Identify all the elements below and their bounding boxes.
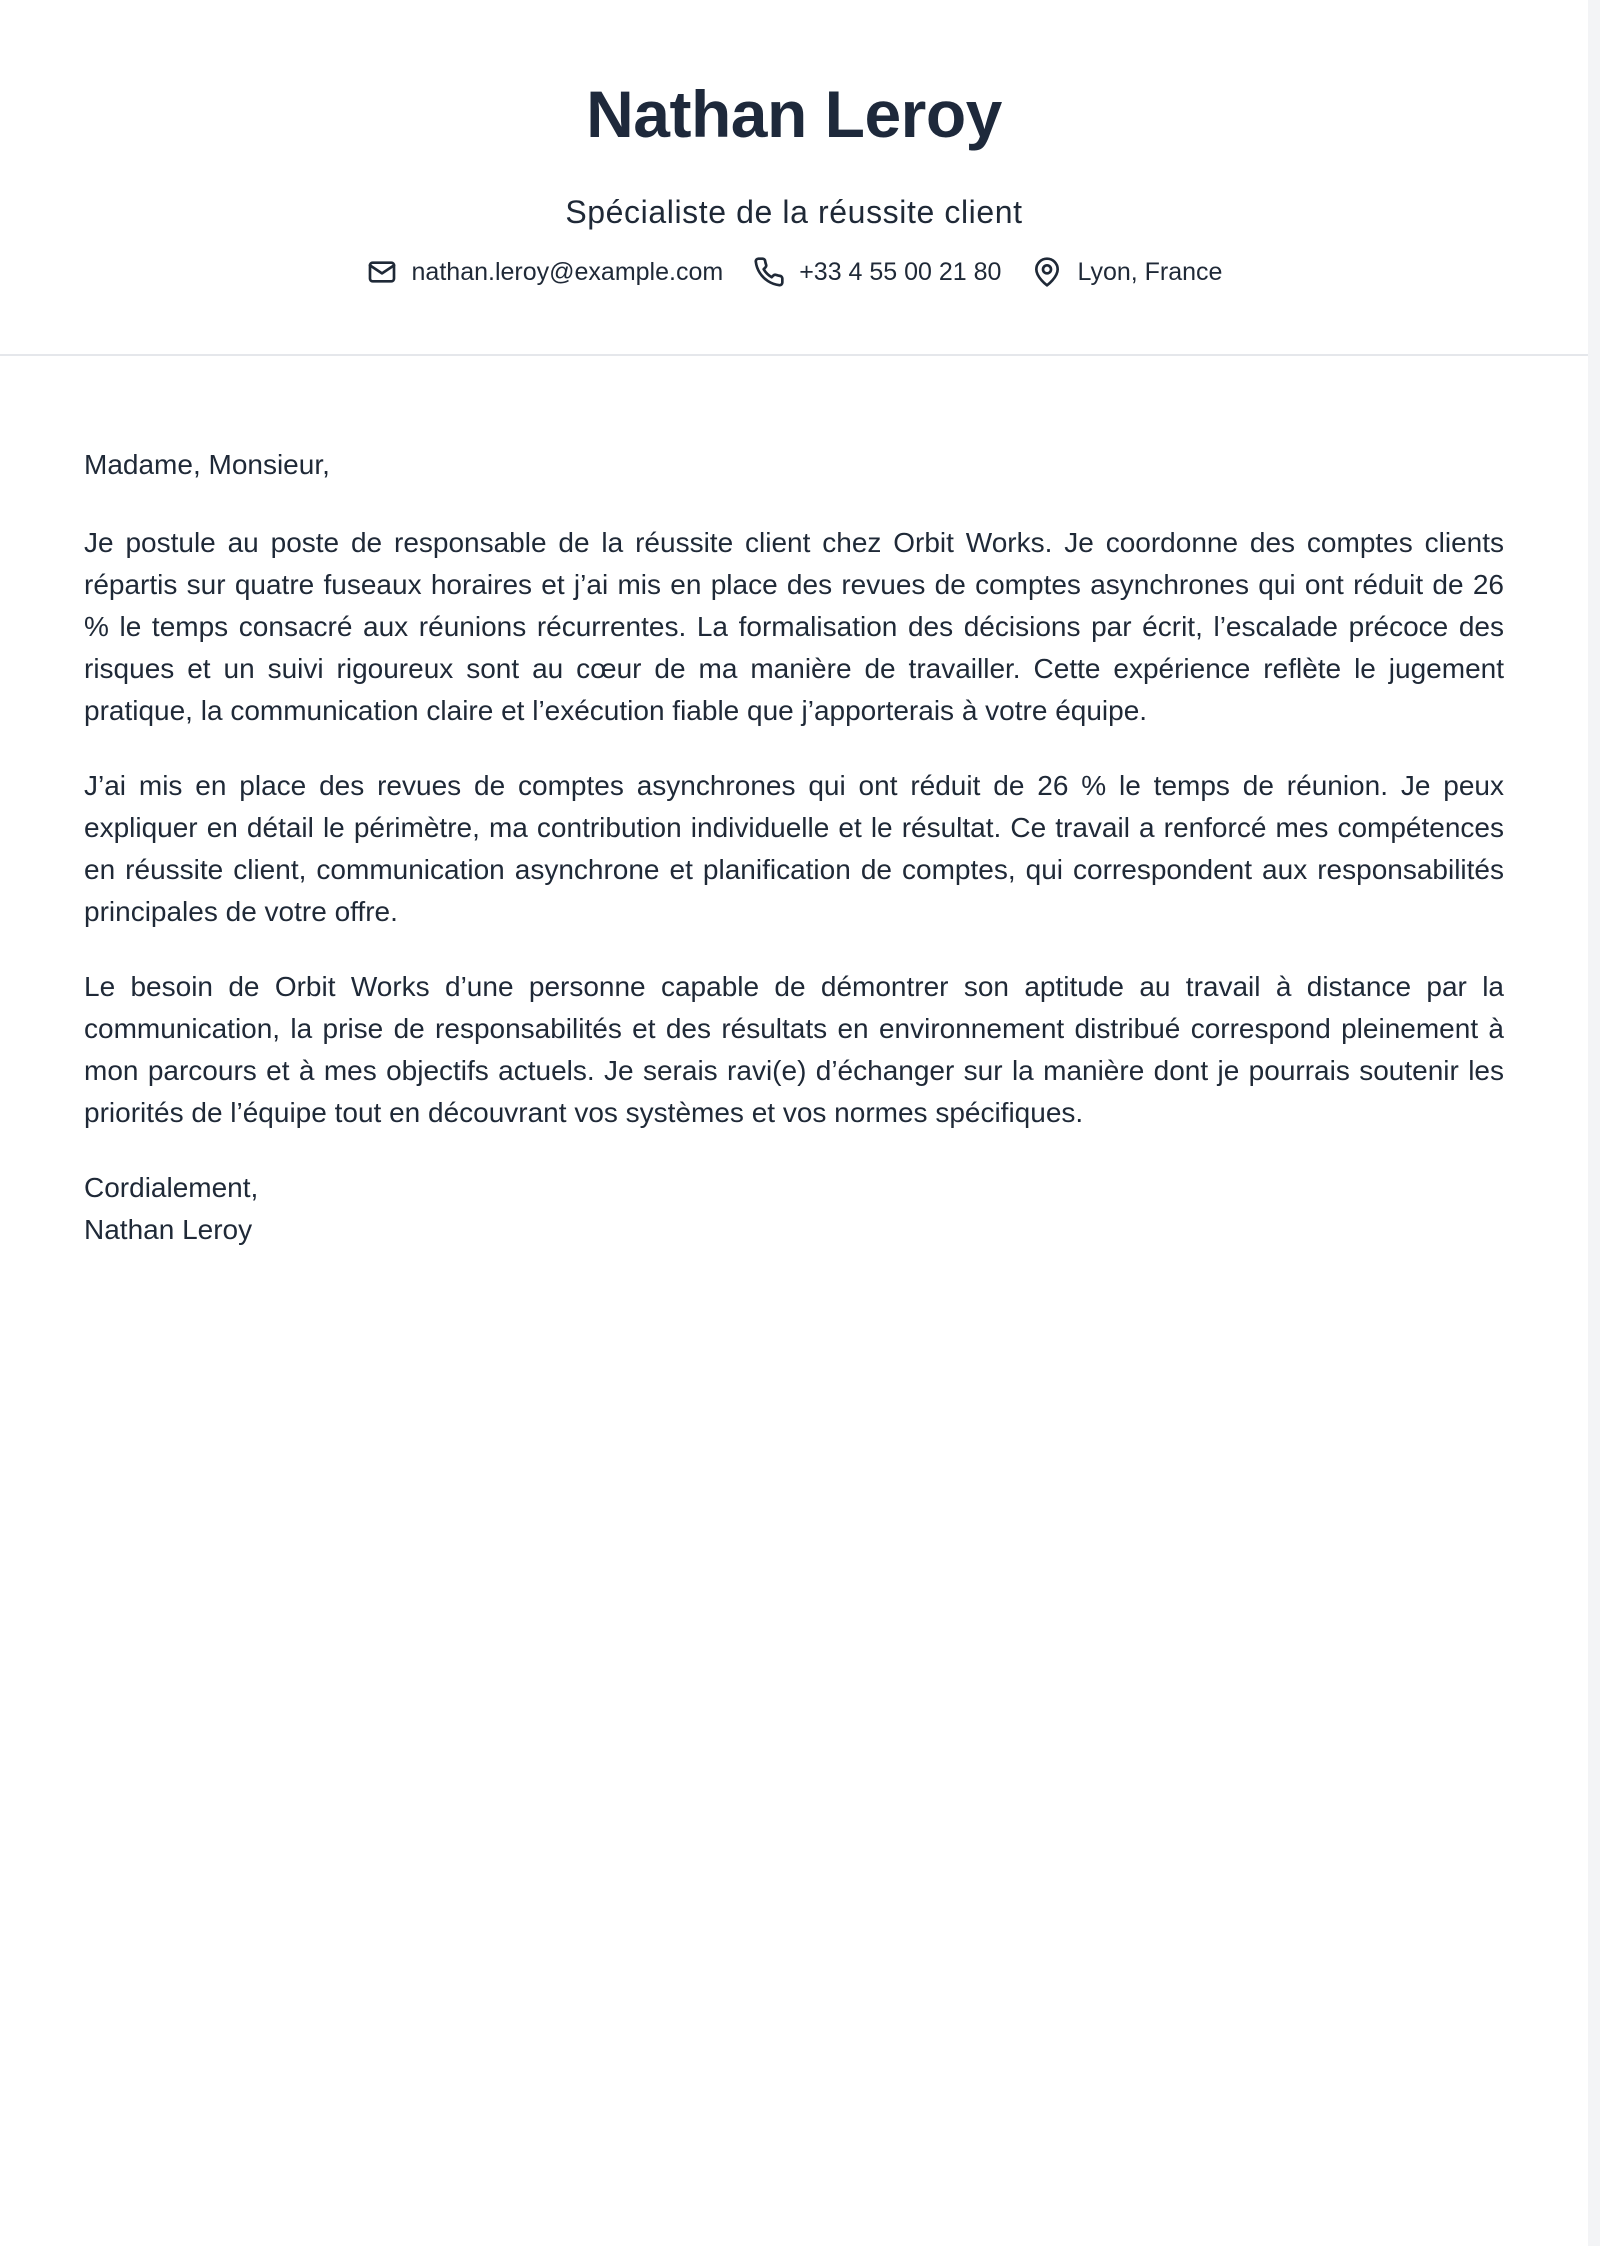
- paragraph-2: J’ai mis en place des revues de comptes asynchrones qui ont réduit de 26 % le temps de réunion. Je peux expliquer en détail le périmètre, ma contribution individuelle et le résultat. Ce travail a renforcé mes compétences en réussite client, communication asynchrone et planification de comptes, qui correspondent aux responsabilités principales de votre offre.: [84, 770, 1504, 927]
- contact-phone[interactable]: [753, 256, 1001, 288]
- signature: Nathan Leroy: [84, 1214, 253, 1245]
- letter-header: [0, 0, 1588, 356]
- paragraph-1: Je postule au poste de responsable de la réussite client chez Orbit Works. Je coordonne des comptes clients répartis sur quatre fuseaux horaires et j’ai mis en place des revues de comptes asynchrones qui ont réduit de 26 % le temps consacré aux réunions récurrentes. La formalisation des décisions par écrit, l’escalade précoce des risques et un suivi rigoureux sont au cœur de ma manière de travailler. Cette expérience reflète le jugement pratique, la communication claire et l’exécution fiable que j’apporterais à votre équipe.: [84, 527, 1504, 726]
- phone-text[interactable]: +33 4 55 00 21 80: [799, 258, 1002, 286]
- paragraph-3: Le besoin de Orbit Works d’une personne capable de démontrer son aptitude au travail à distance par la communication, la prise de responsabilités et des résultats en environnement distribué correspond pleinement à mon parcours et à mes objectifs actuels. Je serais ravi(e) d’échanger sur la manière dont je pourrais soutenir les priorités de l’équipe tout en découvrant vos systèmes et vos normes spécifiques.: [84, 971, 1504, 1128]
- map-pin-icon: [1031, 256, 1063, 288]
- closing: Cordialement,: [84, 1172, 259, 1203]
- phone-icon: [753, 256, 785, 288]
- contact-row: [0, 256, 1588, 288]
- mail-icon: [366, 256, 398, 288]
- contact-location: [1031, 256, 1222, 288]
- email-text[interactable]: nathan.leroy@example.com: [411, 258, 724, 286]
- letter-body: [0, 356, 1588, 1251]
- contact-email[interactable]: [366, 256, 724, 288]
- location-text: Lyon, France: [1077, 258, 1223, 286]
- applicant-title: Spécialiste de la réussite client: [565, 194, 1023, 230]
- salutation: Madame, Monsieur,: [84, 449, 330, 480]
- applicant-name: Nathan Leroy: [586, 77, 1002, 151]
